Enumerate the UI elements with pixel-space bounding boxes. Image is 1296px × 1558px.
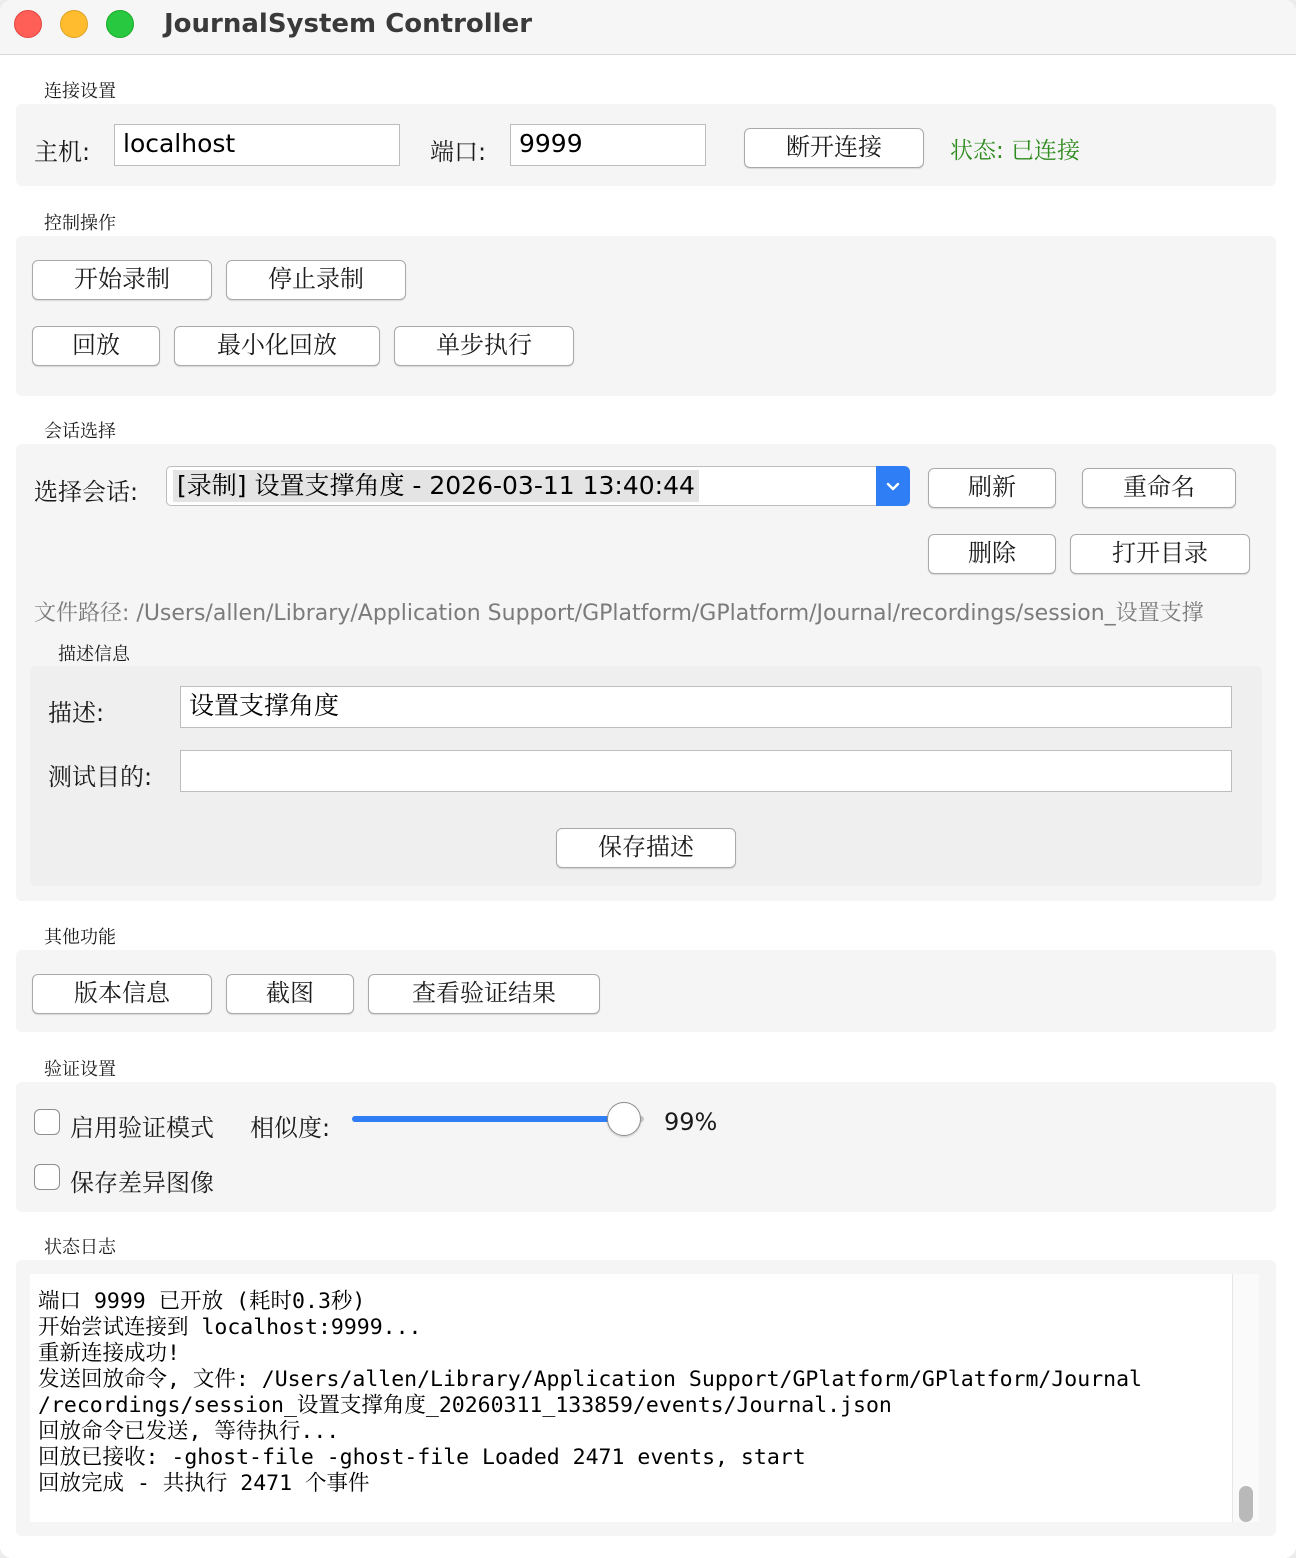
delete-button[interactable]: 删除 bbox=[928, 534, 1056, 574]
verify-panel bbox=[16, 1082, 1276, 1212]
save-diff-label: 保存差异图像 bbox=[70, 1169, 214, 1197]
log-section-label: 状态日志 bbox=[44, 1237, 116, 1258]
stop-record-button[interactable]: 停止录制 bbox=[226, 260, 406, 300]
log-scrollbar-thumb[interactable] bbox=[1239, 1486, 1253, 1522]
log-scrollbar[interactable] bbox=[1232, 1274, 1259, 1522]
main-content bbox=[0, 55, 1296, 1558]
log-line: 重新连接成功! bbox=[38, 1341, 180, 1366]
connection-status: 状态: 已连接 bbox=[950, 138, 1081, 164]
close-window-button[interactable] bbox=[14, 10, 42, 38]
title-bar bbox=[0, 0, 1296, 55]
log-line: 回放已接收: -ghost-file -ghost-file Loaded 2471 events, start bbox=[38, 1445, 806, 1470]
connection-panel bbox=[16, 104, 1276, 186]
session-select-label: 选择会话: bbox=[34, 478, 139, 506]
log-line: 开始尝试连接到 localhost:9999... bbox=[38, 1315, 422, 1340]
similarity-label: 相似度: bbox=[250, 1114, 331, 1142]
enable-verify-label: 启用验证模式 bbox=[70, 1114, 214, 1142]
connection-section-label: 连接设置 bbox=[44, 81, 116, 102]
session-panel bbox=[16, 444, 1276, 901]
host-input[interactable]: localhost bbox=[114, 124, 400, 166]
screenshot-button[interactable]: 截图 bbox=[226, 974, 354, 1014]
test-purpose-input[interactable] bbox=[180, 750, 1232, 792]
verify-section-label: 验证设置 bbox=[44, 1059, 116, 1080]
log-line: 回放命令已发送, 等待执行... bbox=[38, 1419, 340, 1444]
other-panel bbox=[16, 950, 1276, 1032]
maximize-window-button[interactable] bbox=[106, 10, 134, 38]
chevron-down-icon[interactable] bbox=[876, 466, 910, 506]
test-purpose-label: 测试目的: bbox=[48, 763, 153, 791]
slider-knob[interactable] bbox=[607, 1102, 641, 1136]
session-select-value: [录制] 设置支撑角度 - 2026-03-11 13:40:44 bbox=[173, 470, 699, 502]
log-line: /recordings/session_设置支撑角度_20260311_133859/events/Journal.json bbox=[38, 1393, 892, 1418]
log-line: 端口 9999 已开放 (耗时0.3秒) bbox=[38, 1289, 366, 1314]
slider-fill bbox=[352, 1116, 624, 1122]
port-label: 端口: bbox=[430, 138, 487, 166]
enable-verify-checkbox[interactable] bbox=[34, 1109, 60, 1135]
similarity-slider[interactable] bbox=[352, 1102, 648, 1142]
open-directory-button[interactable]: 打开目录 bbox=[1070, 534, 1250, 574]
description-label: 描述: bbox=[48, 699, 105, 727]
other-section-label: 其他功能 bbox=[44, 927, 116, 948]
description-panel bbox=[30, 666, 1262, 886]
step-execute-button[interactable]: 单步执行 bbox=[394, 326, 574, 366]
rename-button[interactable]: 重命名 bbox=[1082, 468, 1236, 508]
session-select[interactable] bbox=[166, 466, 910, 506]
description-input[interactable]: 设置支撑角度 bbox=[180, 686, 1232, 728]
similarity-value: 99% bbox=[664, 1108, 718, 1136]
version-info-button[interactable]: 版本信息 bbox=[32, 974, 212, 1014]
start-record-button[interactable]: 开始录制 bbox=[32, 260, 212, 300]
port-input[interactable]: 9999 bbox=[510, 124, 706, 166]
log-line: 回放完成 - 共执行 2471 个事件 bbox=[38, 1471, 370, 1496]
host-label: 主机: bbox=[34, 138, 91, 166]
status-log[interactable] bbox=[30, 1274, 1232, 1522]
control-section-label: 控制操作 bbox=[44, 213, 116, 234]
control-panel bbox=[16, 236, 1276, 396]
view-results-button[interactable]: 查看验证结果 bbox=[368, 974, 600, 1014]
minimize-playback-button[interactable]: 最小化回放 bbox=[174, 326, 380, 366]
minimize-window-button[interactable] bbox=[60, 10, 88, 38]
log-panel bbox=[16, 1260, 1276, 1536]
file-path-label: 文件路径: /Users/allen/Library/Application Support/GPlatform/GPlatform/Journal/recordings/session_设置支撑 bbox=[34, 601, 1204, 626]
window-title: JournalSystem Controller bbox=[164, 9, 533, 39]
playback-button[interactable]: 回放 bbox=[32, 326, 160, 366]
refresh-button[interactable]: 刷新 bbox=[928, 468, 1056, 508]
save-diff-checkbox[interactable] bbox=[34, 1164, 60, 1190]
session-section-label: 会话选择 bbox=[44, 421, 116, 442]
log-line: 发送回放命令, 文件: /Users/allen/Library/Application Support/GPlatform/GPlatform/Journal bbox=[38, 1367, 1142, 1392]
description-section-label: 描述信息 bbox=[58, 644, 130, 665]
disconnect-button[interactable]: 断开连接 bbox=[744, 128, 924, 168]
save-description-button[interactable]: 保存描述 bbox=[556, 828, 736, 868]
